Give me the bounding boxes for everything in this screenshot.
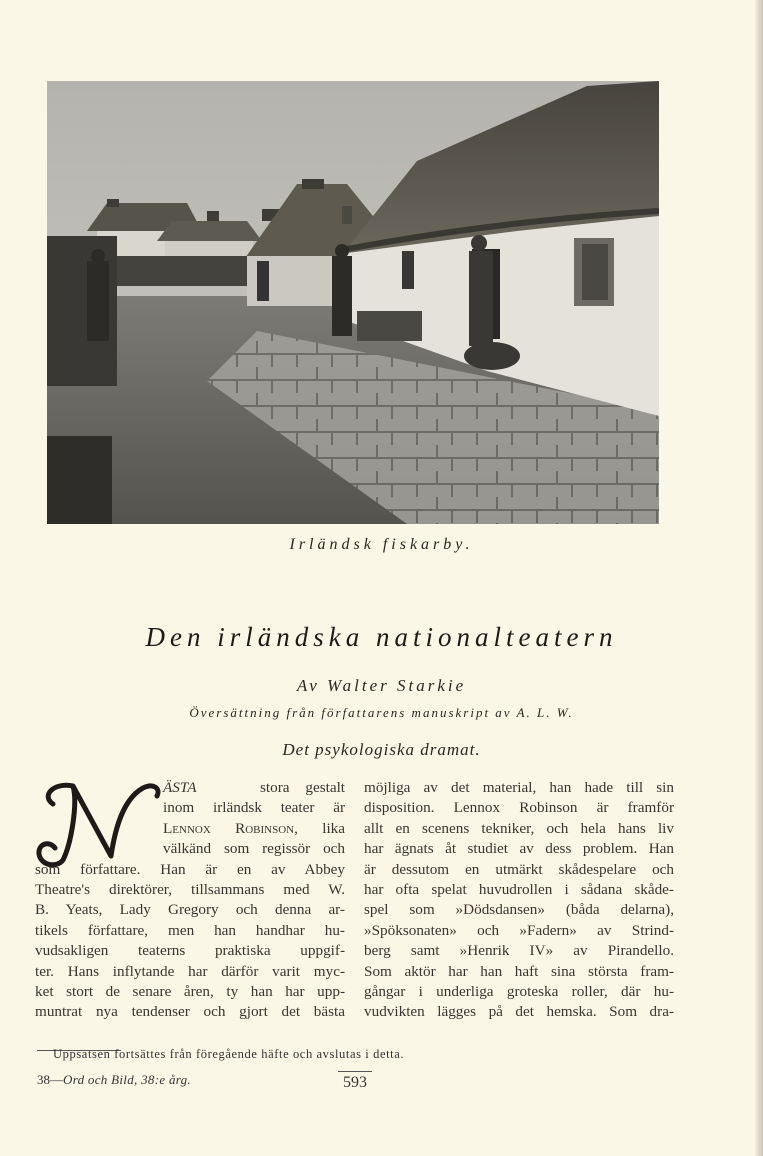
signature-mark: 38—Ord och Bild, 38:e årg. [37, 1072, 191, 1087]
text-line: allt en scenens tekniker, och hela hans liv [364, 819, 674, 837]
text-line: har ägnats åt studiet av dess problem. Han [364, 840, 674, 858]
page-number: 593 [343, 1074, 367, 1091]
text-line: muntrat nya tendenser och gjort det bästa [35, 1003, 345, 1021]
article-title: Den irländska nationalteatern [145, 622, 618, 652]
text-line: tikels författare, men han handhar hu- [35, 921, 345, 939]
text-line: har ofta spelat huvudrollen i sådana skåde- [364, 880, 674, 898]
page-number-rule [338, 1071, 372, 1072]
article-byline: Av Walter Starkie [296, 676, 467, 695]
text-line: Som aktör har han haft sina största fram- [364, 962, 674, 980]
text-line: vudsakligen teaterns praktiska uppgif- [35, 942, 345, 960]
text-line: ter. Hans inflytande har därför varit myc- [35, 962, 345, 980]
photograph-irish-fishing-village [47, 81, 659, 524]
text-line: som författare. Han är en av Abbey [35, 860, 345, 878]
text-line: berg samt »Henrik IV» av Pirandello. [364, 942, 674, 960]
text-line: gångar i underliga groteska roller, där hu- [364, 982, 674, 1000]
section-heading: Det psykologiska dramat. [282, 740, 481, 759]
cottage-photo-illustration [47, 81, 659, 524]
page-edge-shadow [755, 0, 763, 1156]
text-line: inom irländsk teater är [163, 799, 345, 817]
footnote: Uppsatsen fortsättes från föregående häfte och avslutas i detta. [53, 1047, 405, 1061]
text-line: ket stort de senare åren, ty han har upp- [35, 982, 345, 1000]
text-line: välkänd som regissör och [163, 840, 345, 858]
text-line: spel som »Dödsdansen» (båda delarna), [364, 901, 674, 919]
text-line: möjliga av det material, han hade till sin [364, 779, 674, 796]
text-line: B. Yeats, Lady Gregory och denna ar- [35, 901, 345, 919]
photo-caption: Irländsk fiskarby. [289, 536, 474, 553]
text-line: Theatre's direktörer, tillsammans med W. [35, 880, 345, 898]
text-line: »Spöksonaten» och »Fadern» av Strind- [364, 921, 674, 939]
text-line: Lennox Robinson, lika [163, 819, 345, 837]
text-line: är dessutom en utmärkt skådespelare och [364, 860, 674, 878]
translator-credit: Översättning från författarens manuskript av A. L. W. [189, 705, 574, 720]
right-column [364, 778, 674, 1023]
text-line: vudvikten lägges på det hemska. Som dra- [364, 1003, 674, 1021]
left-column [35, 778, 345, 1023]
text-line: ÄSTA stora gestalt [163, 779, 346, 796]
name-lennox-robinson: Lennox Robinson [163, 819, 295, 837]
text-line: disposition. Lennox Robinson är framför [364, 799, 674, 817]
